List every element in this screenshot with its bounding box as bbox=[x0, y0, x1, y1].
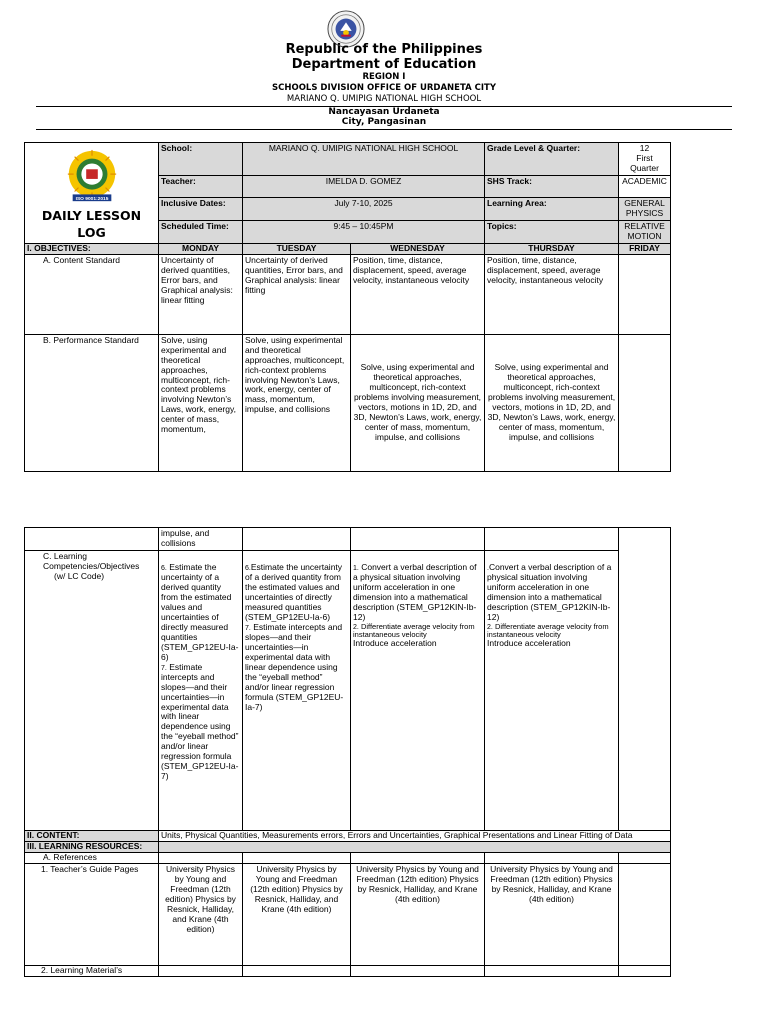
area-label: Learning Area: bbox=[485, 197, 619, 220]
performance-standard-label: B. Performance Standard bbox=[25, 334, 159, 471]
quarter-value: First Quarter bbox=[630, 152, 659, 173]
dates-value: July 7-10, 2025 bbox=[243, 197, 485, 220]
thursday-competency-2: Differentiate average velocity from instantaneous velocity bbox=[487, 621, 609, 640]
header-school: MARIANO Q. UMIPIG NATIONAL HIGH SCHOOL bbox=[286, 94, 482, 104]
learning-materials-label: 2. Learning Material’s bbox=[25, 965, 159, 976]
wednesday-competency-3: Introduce acceleration bbox=[353, 637, 437, 648]
day-header-wednesday: WEDNESDAY bbox=[351, 243, 485, 254]
learning-materials-thursday bbox=[485, 965, 619, 976]
header-department: Department of Education bbox=[291, 57, 477, 72]
content-standard-monday: Uncertainty of derived quantities, Error bars, and Graphical analysis: linear fitting bbox=[159, 254, 243, 334]
monday-item-number-6: 6. bbox=[161, 564, 167, 572]
page-title: DAILY LESSON LOG bbox=[41, 208, 142, 240]
content-standard-tuesday: Uncertainty of derived quantities, Error bars, and Graphical analysis: linear fitting bbox=[243, 254, 351, 334]
school-logo bbox=[63, 148, 121, 206]
performance-standard-thursday: Solve, using experimental and theoretical approaches, multiconcept, rich-context problems involving measurement, vectors, motions in 1D, 2D, and 3D, Newton’s Laws, work, energy, center of mass, momentum, impulse, and collisions bbox=[485, 334, 619, 471]
performance-standard-monday: Solve, using experimental and theoretical approaches, multiconcept, rich- context problems involving Newton’s Laws, work, energy, center of mass, momentum, bbox=[159, 334, 243, 471]
teachers-guide-label: 1. Teacher’s Guide Pages bbox=[25, 863, 159, 965]
area-value: GENERAL PHYSICS bbox=[619, 197, 671, 220]
header-republic: Republic of the Philippines bbox=[285, 42, 483, 57]
tuesday-item-number-7: 7. bbox=[245, 624, 251, 632]
thursday-competency-1: Convert a verbal description of a physical situation involving uniform acceleration in one dimension into a mathematical description (STEM_GP12KIN-Ib-12) bbox=[487, 561, 612, 622]
learning-resources-heading: III. LEARNING RESOURCES: bbox=[25, 841, 159, 852]
time-value: 9:45 – 10:45PM bbox=[243, 220, 485, 243]
header-address-2: City, Pangasinan bbox=[341, 117, 427, 127]
competencies-tuesday bbox=[243, 550, 351, 830]
wednesday-competency-2: Differentiate average velocity from instantaneous velocity bbox=[353, 621, 475, 640]
content-standard-wednesday: Position, time, distance, displacement, speed, average velocity, instantaneous velocity bbox=[351, 254, 485, 334]
competencies-code-label: (w/ LC Code) bbox=[54, 570, 105, 581]
teachers-guide-wednesday: University Physics by Young and Freedman (12th edition) Physics by Resnick, Halliday, and Krane (4th edition) bbox=[351, 863, 485, 965]
tuesday-competency-6: Estimate the uncertainty of a derived quantity from the estimated values and uncertainties of directly measured quantities (STEM_GP12EU-Ia-6) bbox=[245, 561, 343, 622]
wednesday-item-number-2: 2. bbox=[353, 623, 359, 631]
continued-label-cell bbox=[25, 528, 159, 551]
thursday-item-number-1: . bbox=[487, 564, 489, 572]
thursday-competency-3: Introduce acceleration bbox=[487, 637, 571, 648]
header-region: REGION I bbox=[362, 72, 406, 82]
references-label: A. References bbox=[25, 852, 159, 863]
performance-standard-monday-continued: impulse, and collisions bbox=[159, 528, 243, 551]
wednesday-item-number-1: 1. bbox=[353, 564, 359, 572]
references-thursday bbox=[485, 852, 619, 863]
day-header-thursday: THURSDAY bbox=[485, 243, 619, 254]
monday-competency-6: Estimate the uncertainty of a derived quantity from the estimated values and uncertainties of directly measured quantities (STEM_GP12EU-Ia-6) bbox=[161, 561, 239, 662]
references-monday bbox=[159, 852, 243, 863]
header-divider-bottom bbox=[36, 129, 732, 130]
teacher-label: Teacher: bbox=[159, 175, 243, 197]
grade-label: Grade Level & Quarter: bbox=[485, 143, 619, 176]
learning-materials-wednesday bbox=[351, 965, 485, 976]
track-value: ACADEMIC bbox=[619, 175, 671, 197]
track-label: SHS Track: bbox=[485, 175, 619, 197]
learning-materials-friday bbox=[619, 965, 671, 976]
performance-standard-tuesday: Solve, using experimental and theoretical approaches, multiconcept, rich-context problems involving Newton’s Laws, work, energy, center of mass, momentum, impulse, and collisions bbox=[243, 334, 351, 471]
teachers-guide-thursday: University Physics by Young and Freedman (12th edition) Physics by Resnick, Halliday, and Krane (4th edition) bbox=[485, 863, 619, 965]
performance-standard-friday bbox=[619, 334, 671, 471]
dates-label: Inclusive Dates: bbox=[159, 197, 243, 220]
teachers-guide-tuesday: University Physics by Young and Freedman (12th edition) Physics by Resnick, Halliday, and Krane (4th edition) bbox=[243, 863, 351, 965]
title-cell bbox=[25, 143, 159, 244]
lesson-log-table-page1 bbox=[24, 142, 671, 472]
continued-tuesday-cell bbox=[243, 528, 351, 551]
continued-friday-cell bbox=[619, 528, 671, 831]
school-value: MARIANO Q. UMIPIG NATIONAL HIGH SCHOOL bbox=[243, 143, 485, 176]
content-standard-thursday: Position, time, distance, displacement, speed, average velocity, instantaneous velocity bbox=[485, 254, 619, 334]
performance-standard-wednesday: Solve, using experimental and theoretical approaches, multiconcept, rich-context problems involving measurement, vectors, motions in 1D, 2D, and 3D, Newton’s Laws, work, energy, center of mass, momentum, impulse, and collisions bbox=[351, 334, 485, 471]
topics-value: RELATIVE MOTION bbox=[619, 220, 671, 243]
learning-materials-monday bbox=[159, 965, 243, 976]
competencies-thursday bbox=[485, 550, 619, 830]
learning-materials-tuesday bbox=[243, 965, 351, 976]
thursday-item-number-2: 2. bbox=[487, 623, 493, 631]
header-address-1: Nancayasan Urdaneta bbox=[328, 107, 440, 117]
content-heading: II. CONTENT: bbox=[25, 830, 159, 841]
time-label: Scheduled Time: bbox=[159, 220, 243, 243]
competencies-label-cell bbox=[25, 550, 159, 830]
header-division: SCHOOLS DIVISION OFFICE OF URDANETA CITY bbox=[272, 83, 496, 93]
tuesday-item-number-6: 6. bbox=[245, 564, 251, 572]
day-header-friday: FRIDAY bbox=[619, 243, 671, 254]
wednesday-competency-1: Convert a verbal description of a physical situation involving uniform acceleration in one dimension into a mathematical description (STEM_GP12KIN-Ib-12) bbox=[353, 561, 477, 622]
teachers-guide-friday bbox=[619, 863, 671, 965]
tuesday-competency-7: Estimate intercepts and slopes—and their uncertainties—in experimental data with linear dependence using the “eyeball method” and/or linear regression formula (STEM_GP12EU-Ia-7) bbox=[245, 621, 344, 712]
teacher-value: IMELDA D. GOMEZ bbox=[243, 175, 485, 197]
competencies-label: C. Learning Competencies/Objectives bbox=[43, 550, 140, 571]
topics-label: Topics: bbox=[485, 220, 619, 243]
continued-thursday-cell bbox=[485, 528, 619, 551]
learning-resources-bar bbox=[159, 841, 671, 852]
day-header-monday: MONDAY bbox=[159, 243, 243, 254]
monday-item-number-7: 7. bbox=[161, 664, 167, 672]
references-tuesday bbox=[243, 852, 351, 863]
svg-text:ISO 9001:2015: ISO 9001:2015 bbox=[75, 197, 108, 203]
day-header-tuesday: TUESDAY bbox=[243, 243, 351, 254]
content-standard-friday bbox=[619, 254, 671, 334]
references-wednesday bbox=[351, 852, 485, 863]
competencies-monday bbox=[159, 550, 243, 830]
continued-wednesday-cell bbox=[351, 528, 485, 551]
teachers-guide-monday: University Physics by Young and Freedman (12th edition) Physics by Resnick, Halliday, and Krane (4th edition) bbox=[159, 863, 243, 965]
grade-value-cell bbox=[619, 143, 671, 176]
lesson-log-table-page2 bbox=[24, 527, 671, 977]
content-standard-label: A. Content Standard bbox=[25, 254, 159, 334]
grade-value: 12 bbox=[639, 143, 650, 153]
references-friday bbox=[619, 852, 671, 863]
objectives-heading: I. OBJECTIVES: bbox=[25, 243, 159, 254]
competencies-wednesday bbox=[351, 550, 485, 830]
monday-competency-7: Estimate intercepts and slopes—and their uncertainties—in experimental data with linear dependence using the “eyeball method” and/or linear regression formula (STEM_GP12EU-Ia-7) bbox=[161, 661, 239, 782]
content-value: Units, Physical Quantities, Measurements errors, Errors and Uncertainties, Graphical Presentations and Linear Fitting of Data bbox=[159, 830, 671, 841]
school-label: School: bbox=[159, 143, 243, 176]
